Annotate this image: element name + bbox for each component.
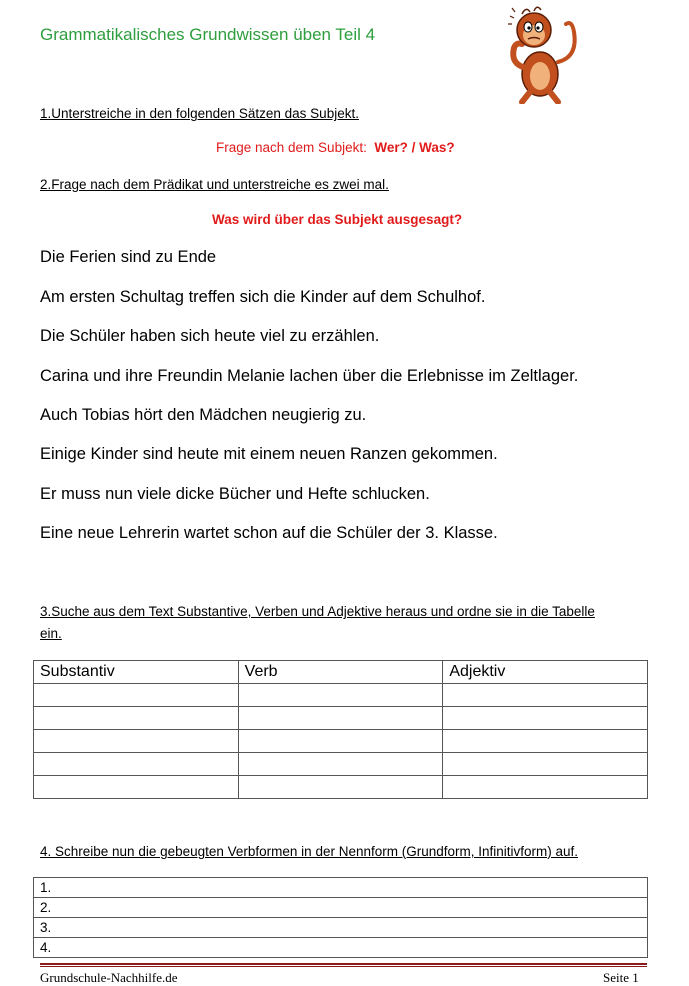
table-row bbox=[34, 684, 648, 707]
answer-line[interactable]: 3. bbox=[34, 918, 648, 938]
subject-hint bbox=[216, 140, 455, 155]
answer-line[interactable]: 1. bbox=[34, 878, 648, 898]
column-header-adjektiv: Adjektiv bbox=[443, 661, 648, 684]
answer-cell[interactable] bbox=[443, 707, 648, 730]
answer-cell[interactable] bbox=[238, 684, 443, 707]
footer-rule bbox=[40, 963, 647, 965]
sentence: Carina und ihre Freundin Melanie lachen über die Erlebnisse im Zeltlager. bbox=[40, 367, 579, 385]
sentence: Die Ferien sind zu Ende bbox=[40, 248, 217, 266]
column-header-verb: Verb bbox=[238, 661, 443, 684]
footer-page-number: Seite 1 bbox=[603, 970, 639, 985]
answer-cell[interactable] bbox=[443, 730, 648, 753]
table-row bbox=[34, 707, 648, 730]
answer-cell[interactable] bbox=[443, 684, 648, 707]
footer-site: Grundschule-Nachhilfe.de bbox=[40, 970, 178, 985]
answer-cell[interactable] bbox=[34, 753, 239, 776]
answer-row bbox=[34, 918, 648, 938]
answer-line[interactable]: 2. bbox=[34, 898, 648, 918]
page-title: Grammatikalisches Grundwissen üben Teil 4 bbox=[40, 25, 376, 44]
word-type-table bbox=[33, 660, 648, 799]
sentence: Einige Kinder sind heute mit einem neuen Ranzen gekommen. bbox=[40, 445, 498, 463]
task-1-instruction: 1.Unterstreiche in den folgenden Sätzen das Subjekt. bbox=[40, 106, 359, 121]
task-2-instruction: 2.Frage nach dem Prädikat und unterstreiche es zwei mal. bbox=[40, 177, 389, 192]
table-row bbox=[34, 730, 648, 753]
answer-row bbox=[34, 898, 648, 918]
answer-cell[interactable] bbox=[238, 753, 443, 776]
sentence: Am ersten Schultag treffen sich die Kinder auf dem Schulhof. bbox=[40, 288, 486, 306]
answer-cell[interactable] bbox=[443, 753, 648, 776]
answer-cell[interactable] bbox=[238, 776, 443, 799]
subject-hint-question: Wer? / Was? bbox=[374, 140, 455, 155]
table-row bbox=[34, 753, 648, 776]
answer-line[interactable]: 4. bbox=[34, 938, 648, 958]
sentence: Auch Tobias hört den Mädchen neugierig zu. bbox=[40, 406, 367, 424]
task-3-instruction: 3.Suche aus dem Text Substantive, Verben und Adjektive heraus und ordne sie in die Tabelle bbox=[40, 604, 595, 619]
task-4-instruction: 4. Schreibe nun die gebeugten Verbformen in der Nennform (Grundform, Infinitivform) auf. bbox=[40, 844, 579, 859]
answer-cell[interactable] bbox=[34, 684, 239, 707]
answer-cell[interactable] bbox=[34, 707, 239, 730]
answer-cell[interactable] bbox=[34, 730, 239, 753]
sentence: Eine neue Lehrerin wartet schon auf die Schüler der 3. Klasse. bbox=[40, 524, 498, 542]
sentence: Die Schüler haben sich heute viel zu erzählen. bbox=[40, 327, 380, 345]
answer-cell[interactable] bbox=[34, 776, 239, 799]
answer-cell[interactable] bbox=[238, 707, 443, 730]
task-3-instruction-continued: ein. bbox=[40, 626, 62, 641]
answer-row bbox=[34, 938, 648, 958]
column-header-substantiv: Substantiv bbox=[34, 661, 239, 684]
footer-rule-thin bbox=[40, 966, 647, 967]
answer-cell[interactable] bbox=[238, 730, 443, 753]
answer-row bbox=[34, 878, 648, 898]
subject-hint-label: Frage nach dem Subjekt: bbox=[216, 140, 367, 155]
sentence: Er muss nun viele dicke Bücher und Hefte schlucken. bbox=[40, 485, 430, 503]
table-row bbox=[34, 776, 648, 799]
predicate-hint: Was wird über das Subjekt ausgesagt? bbox=[212, 212, 463, 227]
verb-infinitive-table bbox=[33, 877, 648, 958]
answer-cell[interactable] bbox=[443, 776, 648, 799]
monkey-illustration bbox=[500, 2, 582, 104]
